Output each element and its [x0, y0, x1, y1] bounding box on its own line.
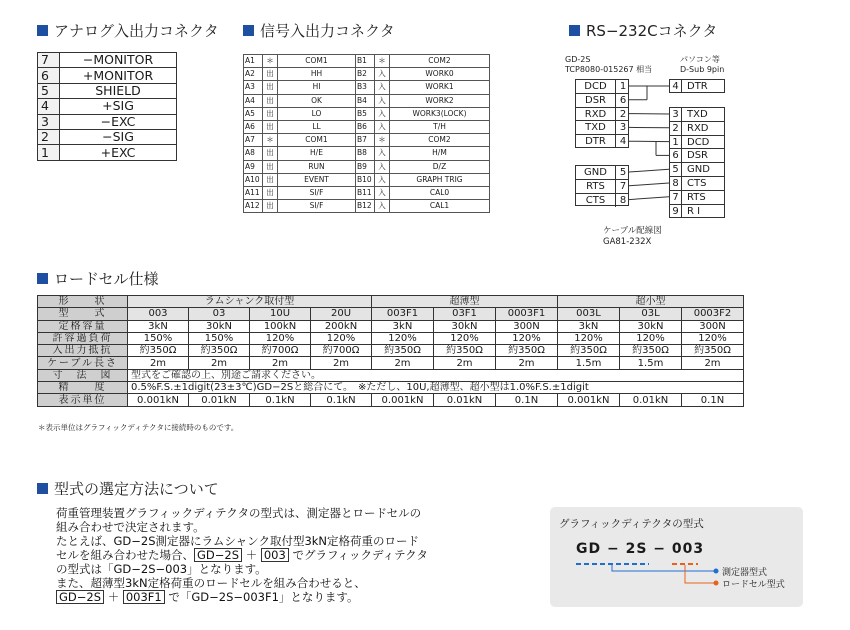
rs-right-pin: 7 [670, 191, 682, 204]
loadcell-row [38, 345, 744, 357]
box-003: 003 [261, 548, 289, 562]
signal-a-pin: A6 [244, 120, 263, 133]
signal-b-pin: B3 [356, 81, 375, 94]
signal-b-io: 入 [375, 94, 390, 107]
rs-right-pin-row [670, 205, 724, 218]
box-003f1: 003F1 [123, 590, 165, 604]
box-gd2s: GD−2S [56, 590, 104, 604]
signal-b-pin: B11 [356, 186, 375, 199]
loadcell-row-label: 型 式 [38, 308, 128, 320]
rs-right-signal: GND [687, 164, 710, 176]
signal-a-name: H/E [278, 147, 356, 160]
model-cell: 003L [558, 308, 620, 320]
rs-right-pin: 9 [670, 205, 682, 218]
resistance-cell: 約700Ω [250, 345, 311, 357]
rs-right-signal: DCD [687, 136, 710, 148]
signal-b-name: WORK0 [390, 68, 490, 81]
rs-right-signal: DSR [687, 150, 708, 162]
signal-b-io: 入 [375, 186, 390, 199]
group-header: 超小型 [558, 296, 744, 308]
rs-left-pin-row [576, 180, 628, 193]
selection-line-4 [56, 548, 428, 562]
rs-left-connector-upper [575, 79, 629, 148]
capacity-cell: 30kN [189, 320, 250, 332]
signal-b-io: ＊ [375, 134, 390, 147]
loadcell-spec-table [37, 295, 744, 407]
group-header: 超薄型 [372, 296, 558, 308]
signal-b-name: WORK3(LOCK) [390, 107, 490, 120]
rs-left-pin-row [576, 121, 628, 134]
rs-left-pin: 3 [619, 122, 627, 134]
signal-a-io: 出 [263, 186, 278, 199]
signal-b-pin: B8 [356, 147, 375, 160]
resistance-cell: 約700Ω [311, 345, 372, 357]
rs-right-pin-row [670, 163, 724, 176]
analog-signal-label: +MONITOR [60, 68, 177, 83]
loadcell-row-label: 定格容量 [38, 320, 128, 332]
signal-a-pin: A9 [244, 160, 263, 173]
analog-pin: 3 [38, 114, 60, 129]
overload-cell: 120% [558, 332, 620, 344]
model-cell: 003 [128, 308, 189, 320]
rs-right-pin: 4 [670, 80, 682, 93]
signal-a-pin: A8 [244, 147, 263, 160]
selection-line-2: 組み合わせで決定されます。 [56, 520, 205, 534]
analog-title: アナログ入出力コネクタ [54, 22, 219, 40]
rs-caption [603, 226, 662, 248]
resistance-cell: 約350Ω [372, 345, 434, 357]
model-cell: 0003F2 [682, 308, 744, 320]
loadcell-row [38, 296, 744, 308]
resistance-cell: 約350Ω [558, 345, 620, 357]
signal-b-name: T/H [390, 120, 490, 133]
loadcell-row-label: ケーブル長さ [38, 357, 128, 369]
rs-left-pin-row [576, 108, 628, 121]
signal-b-name: COM2 [390, 55, 490, 68]
signal-b-pin: B12 [356, 200, 375, 213]
signal-b-io: ＊ [375, 55, 390, 68]
rs-right-pin: 6 [670, 149, 682, 162]
signal-a-name: SI/F [278, 186, 356, 199]
rs-left-pin: 6 [619, 94, 627, 106]
signal-b-name: GRAPH TRIG [390, 173, 490, 186]
rs-left-pin-row [576, 80, 628, 93]
overload-cell: 120% [311, 332, 372, 344]
overload-cell: 150% [128, 332, 189, 344]
signal-a-name: COM1 [278, 134, 356, 147]
rs-left-pin-row [576, 194, 628, 207]
rs-row-divider [670, 148, 724, 149]
signal-b-io: 入 [375, 68, 390, 81]
selection-line-4-post: でグラフィックディテクタ [292, 548, 428, 562]
resistance-cell: 約350Ω [620, 345, 682, 357]
model-cell: 0003F1 [496, 308, 558, 320]
analog-signal-label: +SIG [60, 99, 177, 114]
rs-right-pin: 8 [670, 177, 682, 190]
model-number-text: GD − 2S − 003 [576, 541, 705, 557]
rs-left-pin: 5 [619, 167, 627, 178]
loadcell-title: ロードセル仕様 [54, 270, 159, 288]
signal-a-name: HI [278, 81, 356, 94]
signal-a-pin: A11 [244, 186, 263, 199]
rs-left-signal: DSR [576, 94, 616, 107]
legend-device: 測定器型式 [722, 568, 768, 578]
signal-b-pin: B4 [356, 94, 375, 107]
dimension-note: 型式をご確認の上、別途ご請求ください。 [128, 369, 744, 381]
cable-length-cell: 2m [372, 357, 434, 369]
signal-a-io: 出 [263, 94, 278, 107]
analog-pin: 6 [38, 68, 60, 83]
rs-row-divider [670, 190, 724, 191]
display-unit-cell: 0.01kN [189, 394, 250, 406]
overload-cell: 120% [620, 332, 682, 344]
signal-b-name: CAL1 [390, 200, 490, 213]
display-unit-cell: 0.1N [682, 394, 744, 406]
signal-a-pin: A12 [244, 200, 263, 213]
signal-a-io: 出 [263, 107, 278, 120]
rs-right-signal: TXD [687, 109, 708, 120]
rs-right-pin-row [670, 80, 724, 93]
signal-b-io: 入 [375, 173, 390, 186]
signal-a-io: 出 [263, 173, 278, 186]
model-cell: 003F1 [372, 308, 434, 320]
loadcell-row-label: 表示単位 [38, 394, 128, 406]
cable-length-cell: 2m [128, 357, 189, 369]
signal-a-io: ＊ [263, 134, 278, 147]
resistance-cell: 約350Ω [189, 345, 250, 357]
rs-right-signal: CTS [687, 178, 707, 189]
analog-pin: 1 [38, 145, 60, 160]
loadcell-row-label: 形 状 [38, 296, 128, 308]
model-legend-lines [550, 507, 803, 607]
selection-line-5: の型式は「GD−2S−003」となります。 [56, 562, 267, 576]
section-square-icon [37, 483, 48, 494]
overload-cell: 120% [250, 332, 311, 344]
analog-pin: 5 [38, 83, 60, 98]
selection-line-7 [56, 590, 359, 604]
cable-length-cell: 1.5m [558, 357, 620, 369]
rs-left-signal: DTR [576, 135, 616, 148]
rs-left-signal: CTS [576, 194, 616, 207]
capacity-cell: 3kN [128, 320, 189, 332]
signal-b-name: CAL0 [390, 186, 490, 199]
rs-wire [629, 197, 669, 200]
selection-line-1: 荷重管理装置グラフィックディテクタの型式は、測定器とロードセルの [56, 506, 422, 520]
analog-signal-label: SHIELD [60, 83, 177, 98]
signal-a-name: LL [278, 120, 356, 133]
box-gd2s: GD−2S [194, 548, 242, 562]
rs-row-divider [670, 162, 724, 163]
signal-a-name: HH [278, 68, 356, 81]
legend-loadcell: ロードセル型式 [722, 580, 785, 590]
signal-b-io: 入 [375, 160, 390, 173]
loadcell-note: ＊表示単位はグラフィックディテクタに接続時のものです。 [38, 423, 239, 432]
signal-a-pin: A5 [244, 107, 263, 120]
rs-right-signal: RTS [687, 191, 706, 203]
rs-row-divider [576, 134, 628, 135]
capacity-cell: 3kN [372, 320, 434, 332]
plus-sign: ＋ [245, 548, 258, 562]
resistance-cell: 約350Ω [128, 345, 189, 357]
selection-title: 型式の選定方法について [54, 480, 219, 498]
model-cell: 10U [250, 308, 311, 320]
loadcell-dot-icon [714, 581, 719, 586]
signal-a-io: 出 [263, 200, 278, 213]
overload-cell: 120% [496, 332, 558, 344]
rs-row-divider [576, 107, 628, 108]
loadcell-row-label: 入出力抵抗 [38, 345, 128, 357]
rs-wire [629, 169, 669, 172]
signal-a-pin: A10 [244, 173, 263, 186]
signal-b-name: D/Z [390, 160, 490, 173]
rs-row-divider [576, 120, 628, 121]
model-cell: 03F1 [434, 308, 496, 320]
rs-row-divider [576, 193, 628, 194]
signal-a-name: SI/F [278, 200, 356, 213]
signal-b-pin: B1 [356, 55, 375, 68]
selection-line-6: また、超薄型3kN定格荷重のロードセルを組み合わせると、 [56, 576, 366, 590]
signal-b-pin: B7 [356, 134, 375, 147]
analog-signal-label: −EXC [60, 114, 177, 129]
loadcell-row [38, 320, 744, 332]
model-number-panel [550, 507, 803, 607]
signal-a-io: 出 [263, 160, 278, 173]
overload-cell: 150% [189, 332, 250, 344]
rs-left-signal: GND [576, 166, 616, 179]
loadcell-section-title [37, 268, 159, 289]
rs-right-header-line: パソコン等 [680, 55, 720, 64]
rs-right-pin-row [670, 136, 724, 149]
loadcell-row [38, 332, 744, 344]
loadcell-row [38, 382, 744, 394]
signal-b-io: 入 [375, 200, 390, 213]
signal-a-pin: A4 [244, 94, 263, 107]
selection-section-title [37, 478, 219, 499]
display-unit-cell: 0.001kN [558, 394, 620, 406]
cable-length-cell: 2m [496, 357, 558, 369]
signal-b-io: 入 [375, 107, 390, 120]
capacity-cell: 30kN [620, 320, 682, 332]
rs-caption-line: ケーブル配線図 [603, 226, 662, 236]
signal-b-io: 入 [375, 120, 390, 133]
rs-left-pin: 1 [619, 81, 627, 92]
resistance-cell: 約350Ω [434, 345, 496, 357]
signal-a-io: 出 [263, 147, 278, 160]
rs-right-pin-row [670, 122, 724, 135]
rs-row-divider [670, 204, 724, 205]
rs232c-title: RS−232Cコネクタ [586, 22, 718, 40]
selection-line-3: たとえば、GD−2S測定器にラムシャンク取付型3kN定格荷重のロード [56, 534, 420, 548]
rs-caption-line: GA81-232X [603, 237, 652, 247]
analog-pin: 2 [38, 129, 60, 144]
signal-a-pin: A2 [244, 68, 263, 81]
signal-b-io: 入 [375, 147, 390, 160]
rs-right-pin: 2 [670, 122, 682, 135]
signal-a-io: 出 [263, 81, 278, 94]
rs-left-pin-row [576, 166, 628, 179]
rs-right-pin: 3 [670, 108, 682, 121]
model-cell: 20U [311, 308, 372, 320]
loadcell-row-label: 精 度 [38, 382, 128, 394]
rs-right-pin: 1 [670, 136, 682, 149]
rs-row-divider [576, 179, 628, 180]
rs-row-divider [576, 93, 628, 94]
signal-a-pin: A7 [244, 134, 263, 147]
signal-a-name: EVENT [278, 173, 356, 186]
display-unit-cell: 0.1kN [311, 394, 372, 406]
display-unit-cell: 0.01kN [620, 394, 682, 406]
loadcell-row-label: 寸 法 図 [38, 369, 128, 381]
analog-pin: 7 [38, 53, 60, 68]
rs-right-signal: RXD [687, 122, 709, 134]
plus-sign: ＋ [107, 590, 120, 604]
display-unit-cell: 0.001kN [372, 394, 434, 406]
rs-left-connector-lower [575, 165, 629, 206]
signal-b-pin: B9 [356, 160, 375, 173]
signal-b-name: WORK2 [390, 94, 490, 107]
rs-row-divider [670, 135, 724, 136]
rs-right-header-line: D-Sub 9pin [680, 65, 725, 74]
loadcell-row [38, 369, 744, 381]
cable-length-cell: 2m [434, 357, 496, 369]
cable-length-cell: 2m [311, 357, 372, 369]
loadcell-row [38, 394, 744, 406]
group-header: ラムシャンク取付型 [128, 296, 372, 308]
rs-right-connector-lower [669, 107, 725, 218]
rs-left-pin: 7 [619, 180, 627, 192]
rs-left-pin: 4 [619, 136, 627, 148]
capacity-cell: 300N [682, 320, 744, 332]
signal-title: 信号入出力コネクタ [260, 22, 395, 40]
signal-a-name: LO [278, 107, 356, 120]
signal-a-name: OK [278, 94, 356, 107]
cable-length-cell: 1.5m [620, 357, 682, 369]
display-unit-cell: 0.1kN [250, 394, 311, 406]
cable-length-cell: 2m [682, 357, 744, 369]
signal-a-pin: A1 [244, 55, 263, 68]
model-cell: 03L [620, 308, 682, 320]
rs-right-pin-row [670, 149, 724, 162]
display-unit-cell: 0.1N [496, 394, 558, 406]
device-leader-line [612, 565, 714, 571]
display-unit-cell: 0.001kN [128, 394, 189, 406]
overload-cell: 120% [682, 332, 744, 344]
signal-b-name: WORK1 [390, 81, 490, 94]
capacity-cell: 300N [496, 320, 558, 332]
analog-signal-label: +EXC [60, 145, 177, 160]
signal-b-pin: B5 [356, 107, 375, 120]
rs-right-connector-upper [669, 79, 725, 93]
overload-cell: 120% [372, 332, 434, 344]
signal-b-name: COM2 [390, 134, 490, 147]
rs-left-pin: 8 [619, 194, 627, 206]
loadcell-row [38, 357, 744, 369]
capacity-cell: 30kN [434, 320, 496, 332]
model-panel-title: グラフィックディテクタの型式 [559, 518, 704, 530]
rs-right-pin-row [670, 177, 724, 190]
rs-row-divider [670, 176, 724, 177]
signal-a-io: 出 [263, 68, 278, 81]
signal-a-name: RUN [278, 160, 356, 173]
rs-left-signal: RTS [576, 180, 616, 193]
rs-left-pin-row [576, 135, 628, 148]
signal-b-pin: B10 [356, 173, 375, 186]
rs-row-divider [670, 121, 724, 122]
rs-wire [629, 183, 669, 186]
rs-left-pin: 2 [619, 108, 627, 120]
loadcell-row [38, 308, 744, 320]
cable-length-cell: 2m [189, 357, 250, 369]
rs-left-signal: RXD [576, 108, 616, 121]
signal-b-pin: B2 [356, 68, 375, 81]
model-cell: 03 [189, 308, 250, 320]
rs-left-pin-row [576, 94, 628, 107]
selection-line-7-post: で「GD−2S−003F1」となります。 [168, 590, 359, 604]
capacity-cell: 200kN [311, 320, 372, 332]
accuracy-text: 0.5%F.S.±1digit(23±3℃)GD−2Sと総合にて。 ※ただし、10U,超薄型、超小型は1.0%F.S.±1digit [128, 382, 744, 394]
display-unit-cell: 0.01kN [434, 394, 496, 406]
rs-right-signal: R I [687, 205, 701, 217]
resistance-cell: 約350Ω [496, 345, 558, 357]
signal-a-io: 出 [263, 120, 278, 133]
rs-left-signal: TXD [576, 121, 616, 134]
rs-left-header-line: GD-2S [565, 55, 591, 64]
rs-right-pin-row [670, 108, 724, 121]
capacity-cell: 100kN [250, 320, 311, 332]
loadcell-leader-line [685, 565, 714, 583]
signal-b-io: 入 [375, 81, 390, 94]
selection-line-4-pre: セルを組み合わせた場合、 [56, 548, 194, 562]
device-dot-icon [714, 569, 719, 574]
analog-signal-label: −MONITOR [60, 53, 177, 68]
overload-cell: 120% [434, 332, 496, 344]
capacity-cell: 3kN [558, 320, 620, 332]
rs-right-pin: 5 [670, 163, 682, 176]
signal-a-io: ＊ [263, 55, 278, 68]
rs-left-header-line: TCP8080-015267 相当 [565, 65, 653, 74]
analog-signal-label: −SIG [60, 129, 177, 144]
signal-b-name: H/M [390, 147, 490, 160]
signal-a-pin: A3 [244, 81, 263, 94]
loadcell-row-label: 許容過負荷 [38, 332, 128, 344]
resistance-cell: 約350Ω [682, 345, 744, 357]
signal-b-pin: B6 [356, 120, 375, 133]
analog-pin: 4 [38, 99, 60, 114]
rs-right-pin-row [670, 191, 724, 204]
section-square-icon [37, 273, 48, 284]
rs-left-signal: DCD [576, 80, 616, 93]
rs-right-signal: DTR [687, 81, 708, 92]
signal-a-name: COM1 [278, 55, 356, 68]
cable-length-cell: 2m [250, 357, 311, 369]
